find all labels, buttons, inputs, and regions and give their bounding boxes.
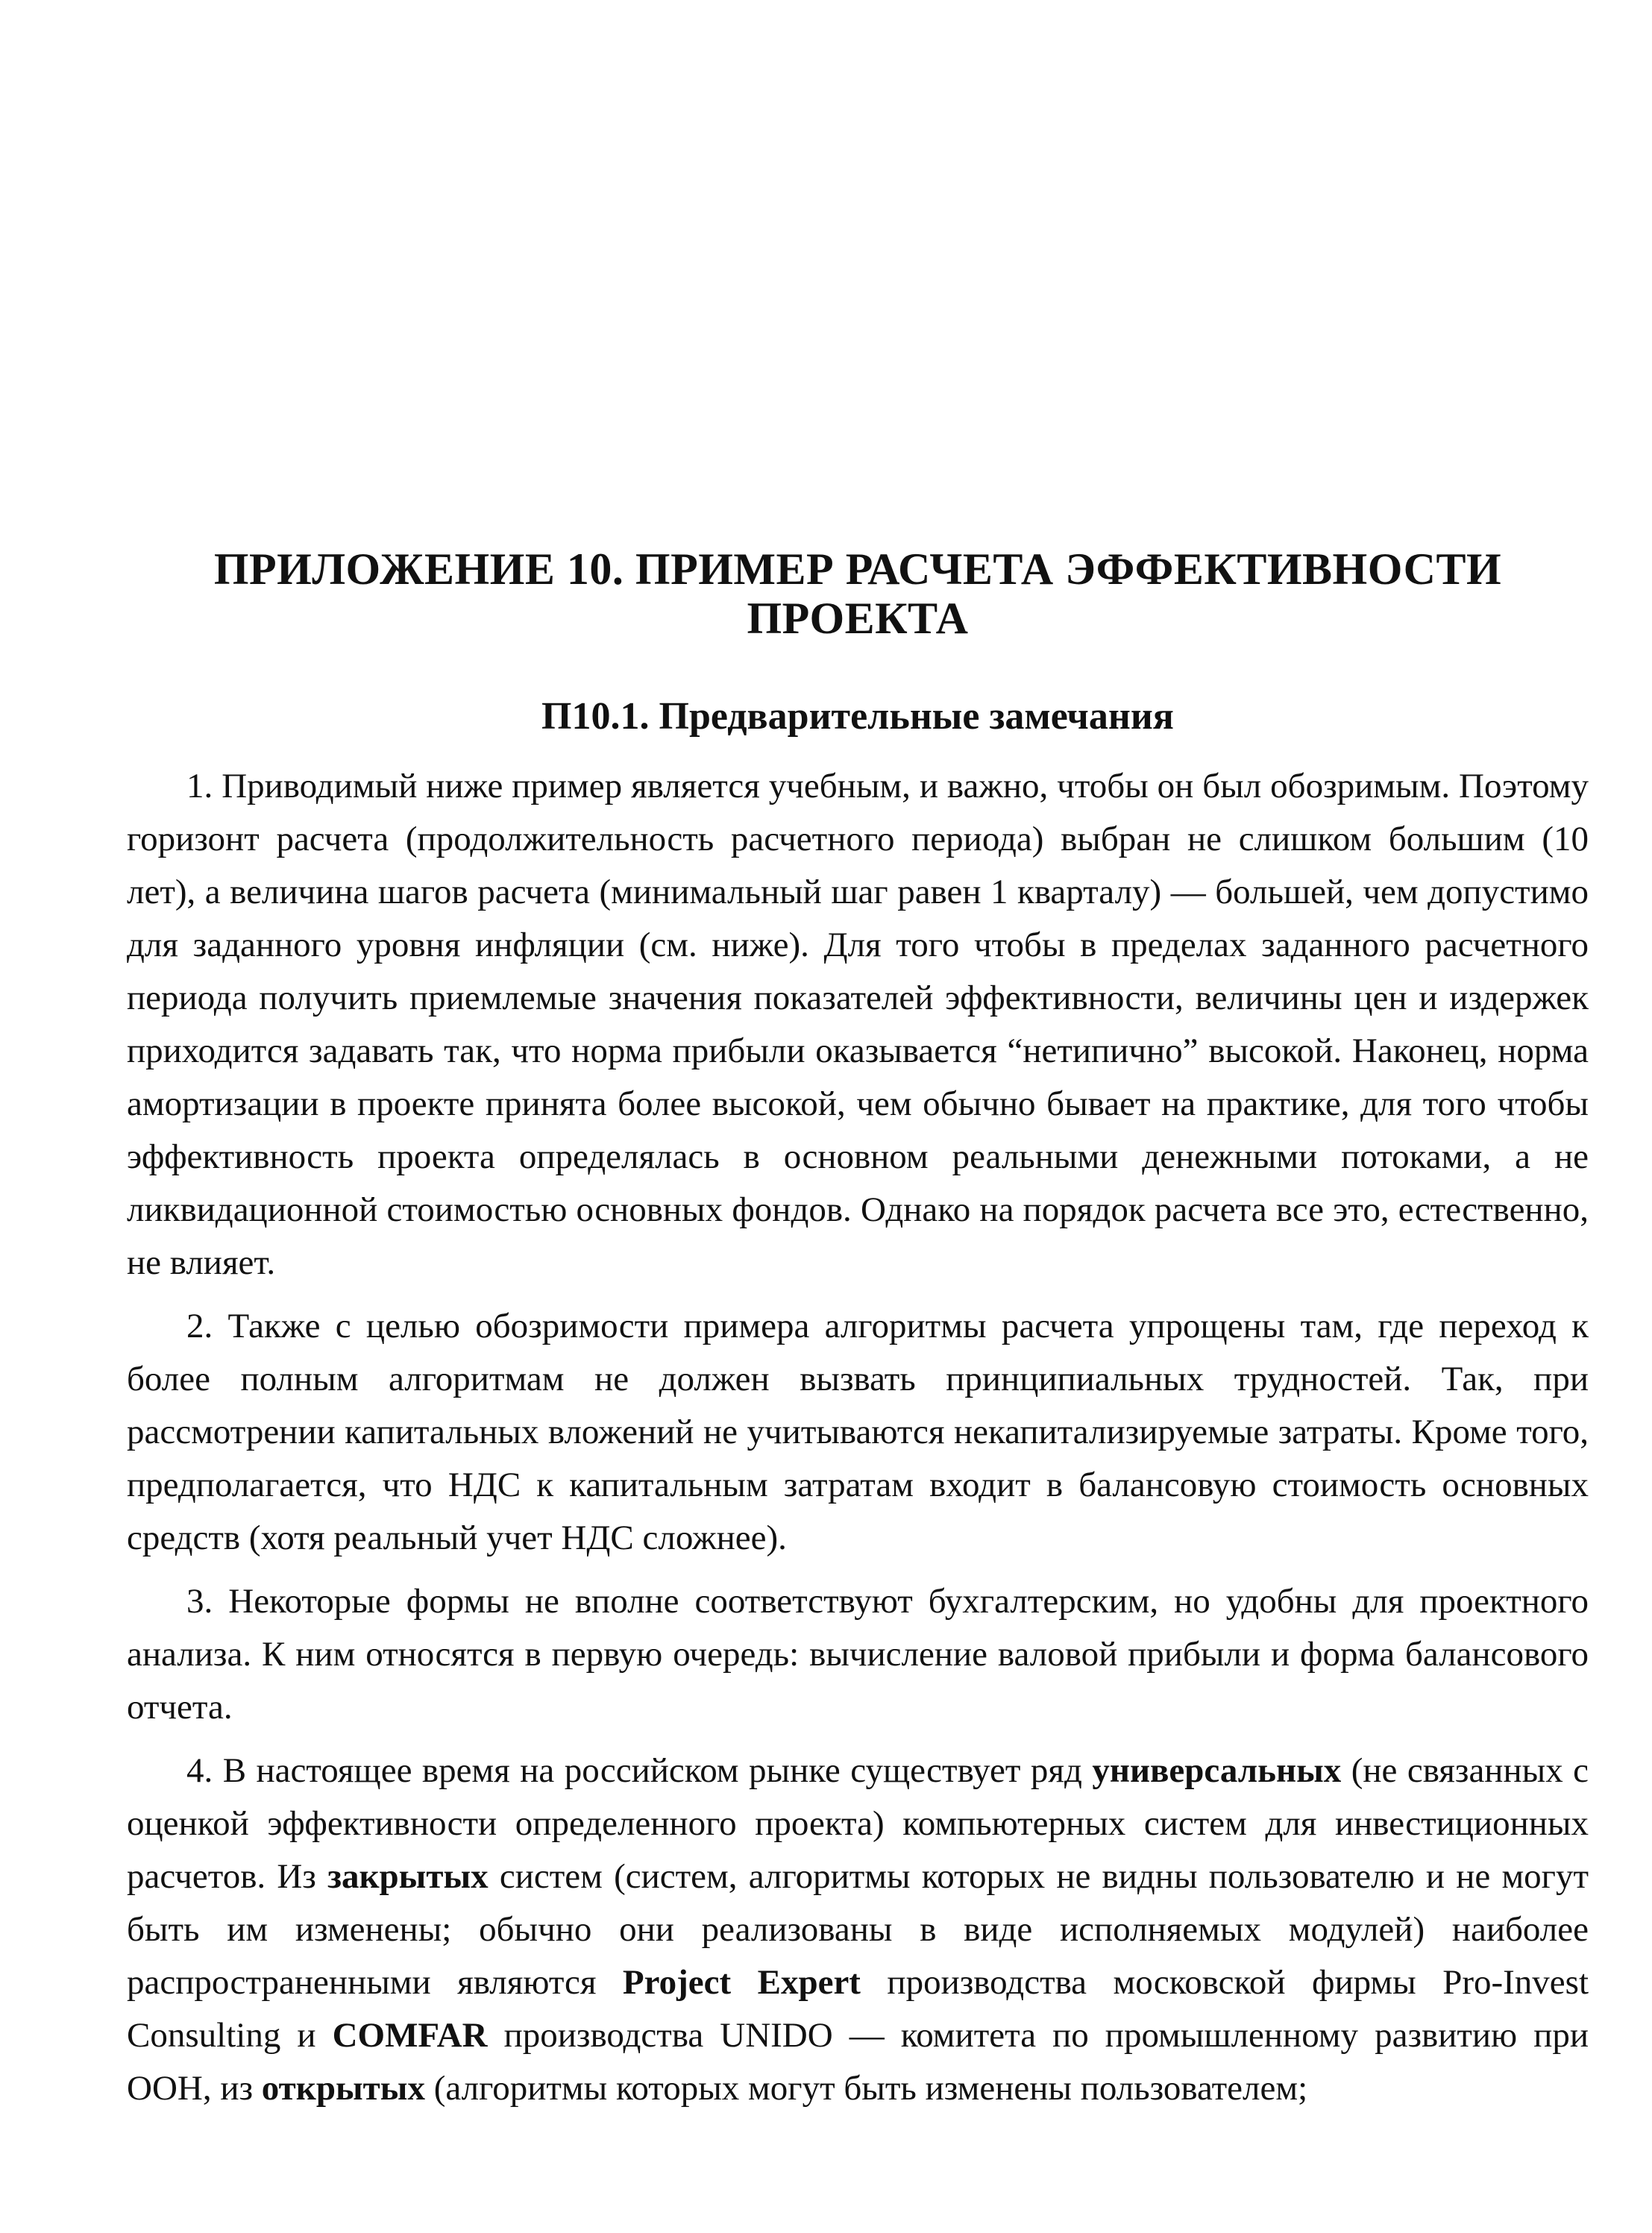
paragraph-4-text-3: систем (систем, алгоритмы которых не видны пользователю и не могут быть им изменены; обычно они реализованы в виде исполняемых модулей) наиболее распространенными являются [127,1857,1589,2003]
term-closed: закрытых [327,1857,489,1897]
appendix-title: ПРИЛОЖЕНИЕ 10. ПРИМЕР РАСЧЕТА ЭФФЕКТИВНОСТИ ПРОЕКТА [213,544,1502,643]
term-comfar: COMFAR [332,2016,488,2055]
paragraph-4-text-5: производства UNIDO — комитета по промышленному развитию при ООН, из [127,2016,1589,2108]
paragraph-1: 1. Приводимый ниже пример является учебным, и важно, чтобы он был обозримым. Поэтому горизонт расчета (продолжительность расчетного периода) выбран не слишком большим (10 лет), а величина шагов расчета (минимальный шаг равен 1 кварталу) — большей, чем допустимо для заданного уровня инфляции (см. ниже). Для того чтобы в пределах заданного расчетного периода получить приемлемые значения показателей эффективности, величины цен и издержек приходится задавать так, что норма прибыли оказывается “нетипично” высокой. Наконец, норма амортизации в проекте принята более высокой, чем обычно бывает на практике, для того чтобы эффективность проекта определялась в основном реальными денежными потоками, а не ликвидационной стоимостью основных фондов. Однако на порядок расчета все это, естественно, не влияет. [127,767,1589,1283]
paragraph-3: 3. Некоторые формы не вполне соответствуют бухгалтерским, но удобны для проектного анализа. К ним относятся в первую очередь: вычисление валовой прибыли и форма балансового отчета. [127,1582,1589,1727]
paragraph-4-text-1: 4. В настоящее время на российском рынке существует ряд [186,1751,1093,1791]
document-page [127,544,1589,2126]
paragraph-2: 2. Также с целью обозримости примера алгоритмы расчета упрощены там, где переход к более полным алгоритмам не должен вызвать принципиальных трудностей. Так, при рассмотрении капитальных вложений не учитываются некапитализируемые затраты. Кроме того, предполагается, что НДС к капитальным затратам входит в балансовую стоимость основных средств (хотя реальный учет НДС сложнее). [127,1307,1589,1558]
term-project-expert: Project Expert [622,1963,861,2003]
paragraph-4 [127,1744,1589,2115]
paragraph-4-text-2: (не связанных с оценкой эффективности определенного проекта) компьютерных систем для инвестиционных расчетов. Из [127,1751,1589,1897]
term-open: открытых [261,2069,425,2108]
paragraph-4-text-4: производства московской фирмы Pro-Invest Consulting и [127,1963,1589,2055]
term-universal: универсальных [1092,1751,1342,1791]
paragraph-4-text-6: (алгоритмы которых могут быть изменены пользователем; [424,2069,1308,2108]
section-title: П10.1. Предварительные замечания [541,695,1174,738]
